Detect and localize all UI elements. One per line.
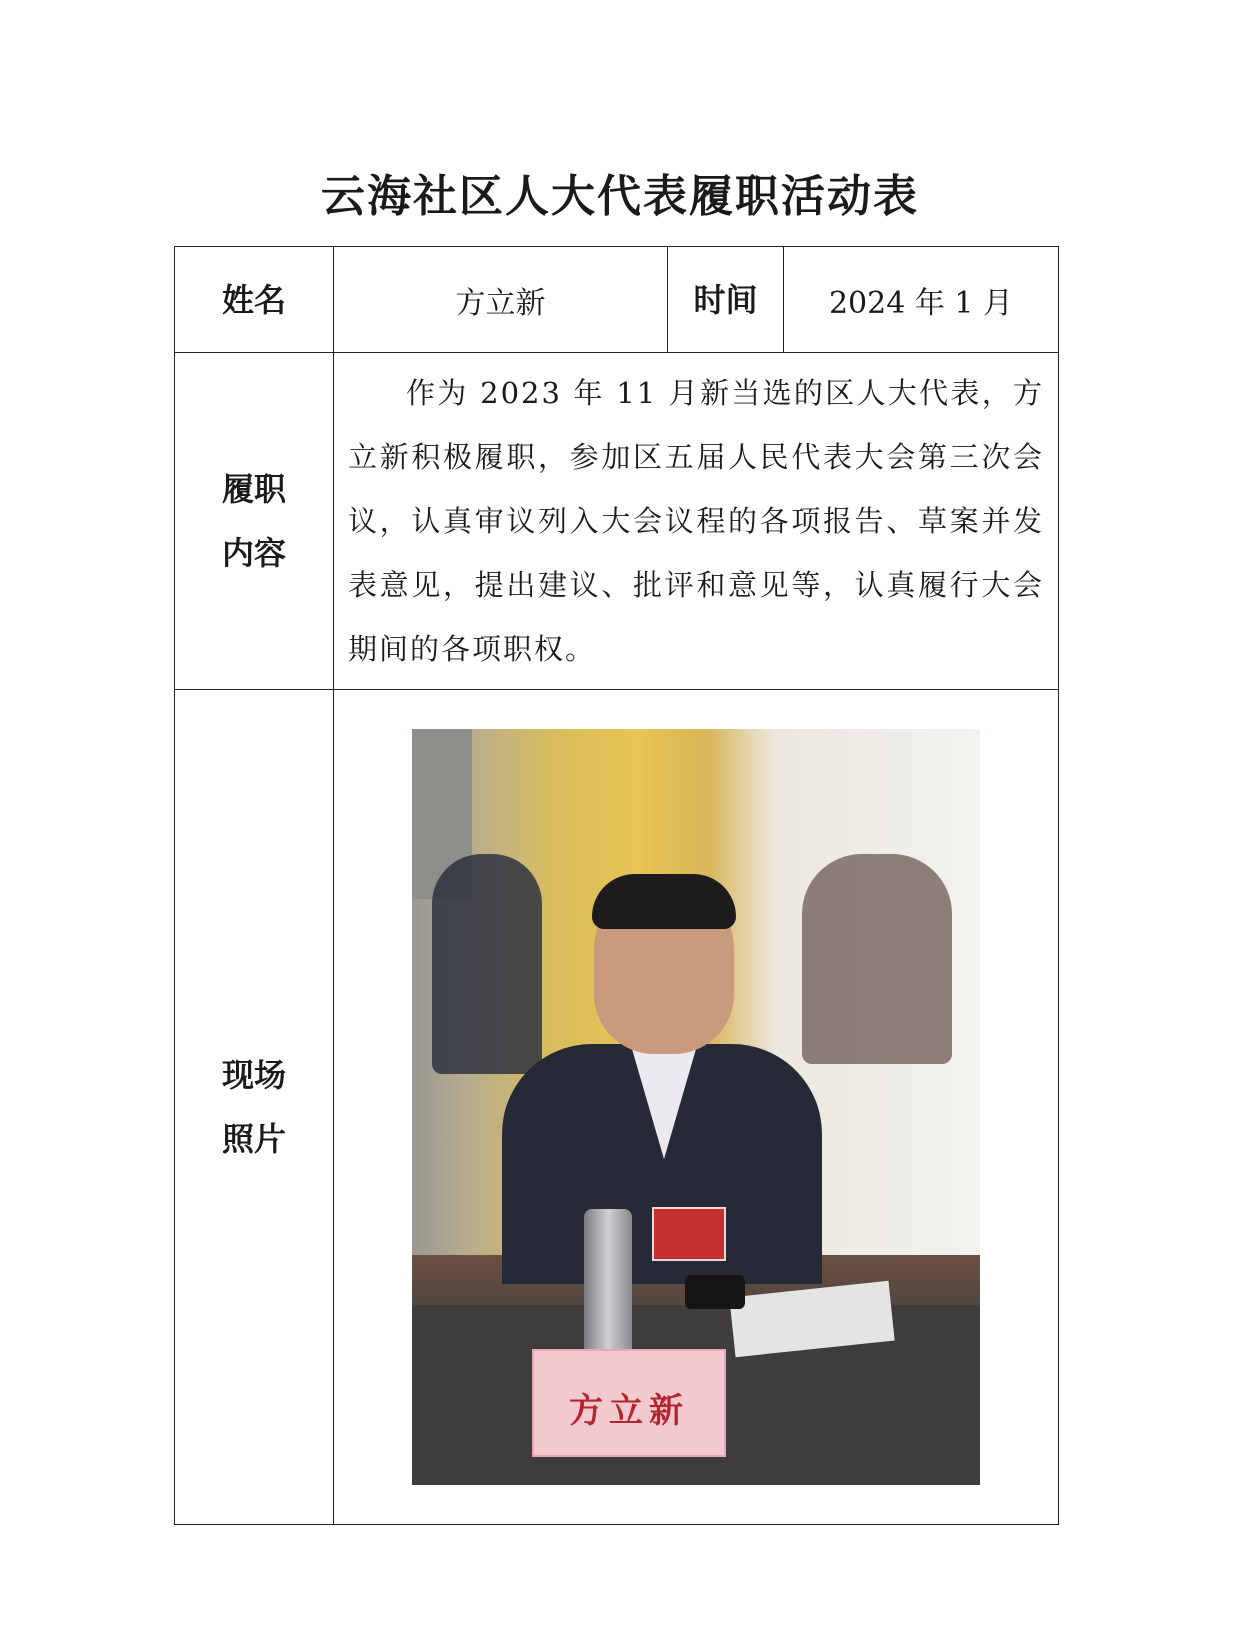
photo-nameplate: [532, 1349, 726, 1457]
time-value: 2024 年 1 月: [784, 247, 1059, 353]
photo-cell: [334, 690, 1059, 1525]
photo-phone: [685, 1275, 745, 1309]
meeting-photo: [412, 729, 980, 1485]
row-duty-content: [175, 353, 1059, 690]
photo-thermos: [584, 1209, 632, 1359]
photo-label: [175, 690, 334, 1525]
photo-background-person-right: [802, 854, 952, 1064]
page-title: 云海社区人大代表履职活动表: [321, 171, 919, 222]
name-value: 方立新: [334, 247, 668, 353]
time-label: 时间: [668, 247, 784, 353]
duty-content: 作为 2023 年 11 月新当选的区人大代表，方立新积极履职，参加区五届人民代表大会第三次会议，认真审议列入大会议程的各项报告、草案并发表意见，提出建议、批评和意见等，认真履行大会期间的各项职权。: [334, 353, 1059, 690]
duty-label: [175, 353, 334, 690]
row-photo: [175, 690, 1059, 1525]
name-label: 姓名: [175, 247, 334, 353]
photo-delegate-badge: [652, 1207, 726, 1261]
activity-form-table: [174, 246, 1059, 1525]
duty-label-line1: 履职: [221, 470, 286, 508]
photo-speaker-hair: [592, 874, 736, 929]
photo-label-line1: 现场: [221, 1056, 286, 1094]
nameplate-name: 方立新: [569, 1391, 689, 1431]
duty-label-line2: 内容: [221, 534, 286, 572]
photo-background-person-left: [432, 854, 542, 1074]
photo-label-line2: 照片: [221, 1120, 286, 1158]
row-name-time: [175, 247, 1059, 353]
